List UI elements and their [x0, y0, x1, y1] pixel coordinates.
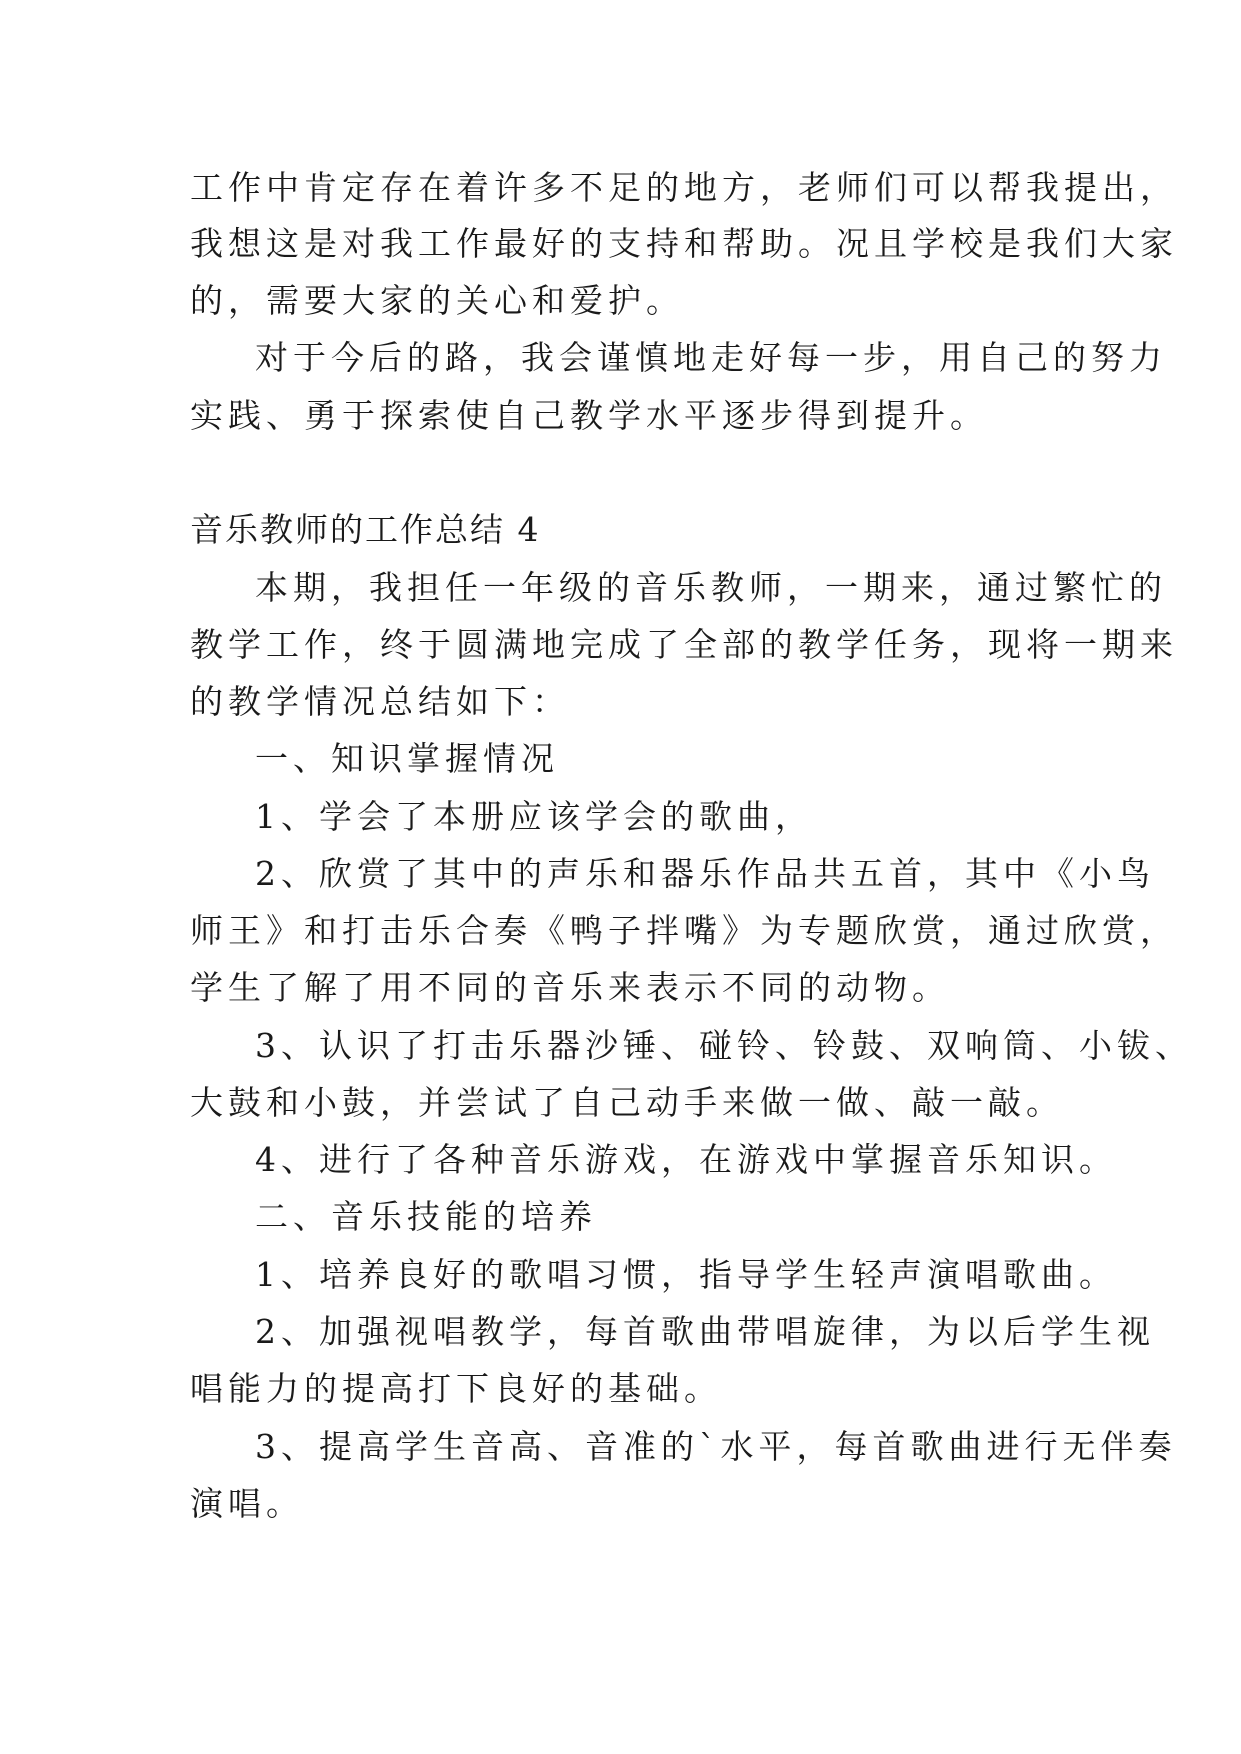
- list-item: 4、进行了各种音乐游戏，在游戏中掌握音乐知识。: [255, 1140, 1117, 1179]
- list-item: 3、提高学生音高、音准的`水平，每首歌曲进行无伴奏: [255, 1427, 1177, 1466]
- list-item: 1、学会了本册应该学会的歌曲，: [255, 797, 813, 836]
- list-item: 3、认识了打击乐器沙锤、碰铃、铃鼓、双响筒、小钹、: [255, 1026, 1193, 1065]
- section-heading: 音乐教师的工作总结 4: [190, 510, 541, 549]
- paragraph-line: 对于今后的路，我会谨慎地走好每一步，用自己的努力: [255, 338, 1167, 377]
- paragraph-line: 我想这是对我工作最好的支持和帮助。况且学校是我们大家: [190, 224, 1178, 263]
- paragraph-line: 唱能力的提高打下良好的基础。: [190, 1369, 722, 1408]
- paragraph-line: 实践、勇于探索使自己教学水平逐步得到提升。: [190, 396, 988, 435]
- list-item: 1、培养良好的歌唱习惯，指导学生轻声演唱歌曲。: [255, 1255, 1117, 1294]
- paragraph-line: 的，需要大家的关心和爱护。: [190, 281, 684, 320]
- list-item: 2、加强视唱教学，每首歌曲带唱旋律，为以后学生视: [255, 1312, 1155, 1351]
- paragraph-line: 师王》和打击乐合奏《鸭子拌嘴》为专题欣赏，通过欣赏，: [190, 911, 1178, 950]
- paragraph-line: 工作中肯定存在着许多不足的地方，老师们可以帮我提出，: [190, 168, 1178, 207]
- paragraph-line: 演唱。: [190, 1484, 304, 1523]
- paragraph-line: 学生了解了用不同的音乐来表示不同的动物。: [190, 968, 950, 1007]
- paragraph-line: 教学工作，终于圆满地完成了全部的教学任务，现将一期来: [190, 625, 1178, 664]
- paragraph-line: 本期，我担任一年级的音乐教师，一期来，通过繁忙的: [255, 568, 1167, 607]
- subheading: 二、音乐技能的培养: [255, 1197, 597, 1236]
- paragraph-line: 的教学情况总结如下：: [190, 682, 570, 721]
- subheading: 一、知识掌握情况: [255, 739, 559, 778]
- paragraph-line: 大鼓和小鼓，并尝试了自己动手来做一做、敲一敲。: [190, 1083, 1064, 1122]
- list-item: 2、欣赏了其中的声乐和器乐作品共五首，其中《小鸟: [255, 854, 1155, 893]
